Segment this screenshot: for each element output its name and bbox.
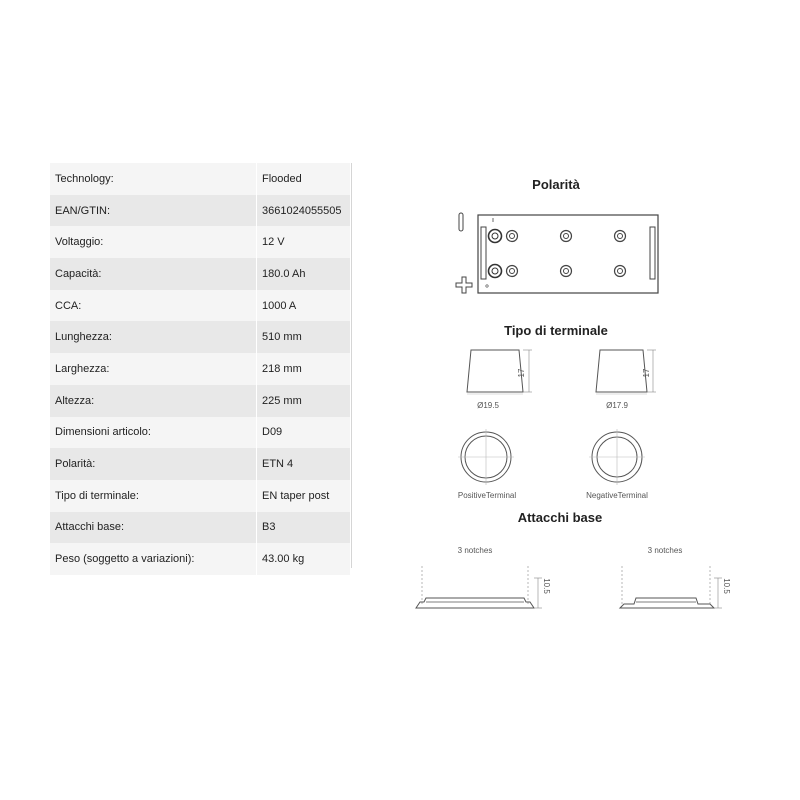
- minus-symbol: [459, 213, 463, 231]
- left-base-profile: [416, 598, 534, 608]
- spec-value: Flooded: [257, 163, 351, 195]
- negative-diameter-label: Ø17.9: [606, 401, 628, 410]
- spec-value: 225 mm: [257, 385, 351, 417]
- spec-label: Attacchi base:: [50, 512, 257, 544]
- table-divider: [351, 163, 352, 568]
- spec-row: [50, 480, 350, 512]
- right-height-label: 10.5: [722, 578, 731, 594]
- polarity-diagram: [448, 205, 668, 305]
- spec-label: CCA:: [50, 290, 257, 322]
- spec-row: [50, 512, 350, 544]
- spec-row: [50, 258, 350, 290]
- spec-value: ETN 4: [257, 448, 351, 480]
- left-notches-label: 3 notches: [457, 546, 493, 555]
- spec-value: 43.00 kg: [257, 543, 351, 575]
- spec-value: 180.0 Ah: [257, 258, 351, 290]
- battery-outline: [478, 215, 658, 293]
- spec-label: Altezza:: [50, 385, 257, 417]
- spec-label: Dimensioni articolo:: [50, 417, 257, 449]
- positive-terminal-label: PositiveTerminal: [457, 491, 517, 500]
- spec-label: Tipo di terminale:: [50, 480, 257, 512]
- terminal-post-negative: [489, 230, 502, 243]
- positive-terminal-top-icon: [458, 429, 514, 485]
- spec-value: 3661024055505: [257, 195, 351, 227]
- spec-row: [50, 195, 350, 227]
- spec-label: Capacità:: [50, 258, 257, 290]
- base-attachment-title: Attacchi base: [517, 510, 603, 525]
- right-base-profile: [620, 598, 714, 608]
- positive-height-label: 17: [517, 368, 526, 378]
- spec-row: [50, 353, 350, 385]
- right-notches-label: 3 notches: [647, 546, 683, 555]
- positive-diameter-label: Ø19.5: [477, 401, 499, 410]
- spec-value: 12 V: [257, 226, 351, 258]
- spec-value: EN taper post: [257, 480, 351, 512]
- spec-value: B3: [257, 512, 351, 544]
- spec-value: D09: [257, 417, 351, 449]
- spec-row: [50, 290, 350, 322]
- left-height-label: 10.5: [542, 578, 551, 594]
- spec-label: Peso (soggetto a variazioni):: [50, 543, 257, 575]
- spec-row: [50, 543, 350, 575]
- spec-value: 510 mm: [257, 321, 351, 353]
- spec-value: 1000 A: [257, 290, 351, 322]
- spec-label: Larghezza:: [50, 353, 257, 385]
- polarity-title: Polarità: [532, 177, 580, 192]
- spec-row: [50, 321, 350, 353]
- positive-taper-side: [467, 350, 523, 392]
- negative-terminal-top-icon: [589, 429, 645, 485]
- spec-row: [50, 385, 350, 417]
- plus-symbol: [456, 277, 472, 293]
- spec-label: EAN/GTIN:: [50, 195, 257, 227]
- spec-label: Polarità:: [50, 448, 257, 480]
- terminal-type-title: Tipo di terminale: [504, 323, 608, 338]
- spec-label: Technology:: [50, 163, 257, 195]
- spec-table: [50, 163, 350, 575]
- negative-terminal-label: NegativeTerminal: [586, 491, 648, 500]
- terminal-type-diagram: [450, 342, 670, 512]
- spec-label: Lunghezza:: [50, 321, 257, 353]
- spec-row: [50, 163, 350, 195]
- negative-taper-side: [596, 350, 647, 392]
- spec-value: 218 mm: [257, 353, 351, 385]
- spec-row: [50, 417, 350, 449]
- base-attachment-diagram: [410, 538, 740, 628]
- spec-row: [50, 226, 350, 258]
- terminal-post-positive: [489, 265, 502, 278]
- spec-row: [50, 448, 350, 480]
- negative-height-label: 17: [642, 368, 651, 378]
- spec-label: Voltaggio:: [50, 226, 257, 258]
